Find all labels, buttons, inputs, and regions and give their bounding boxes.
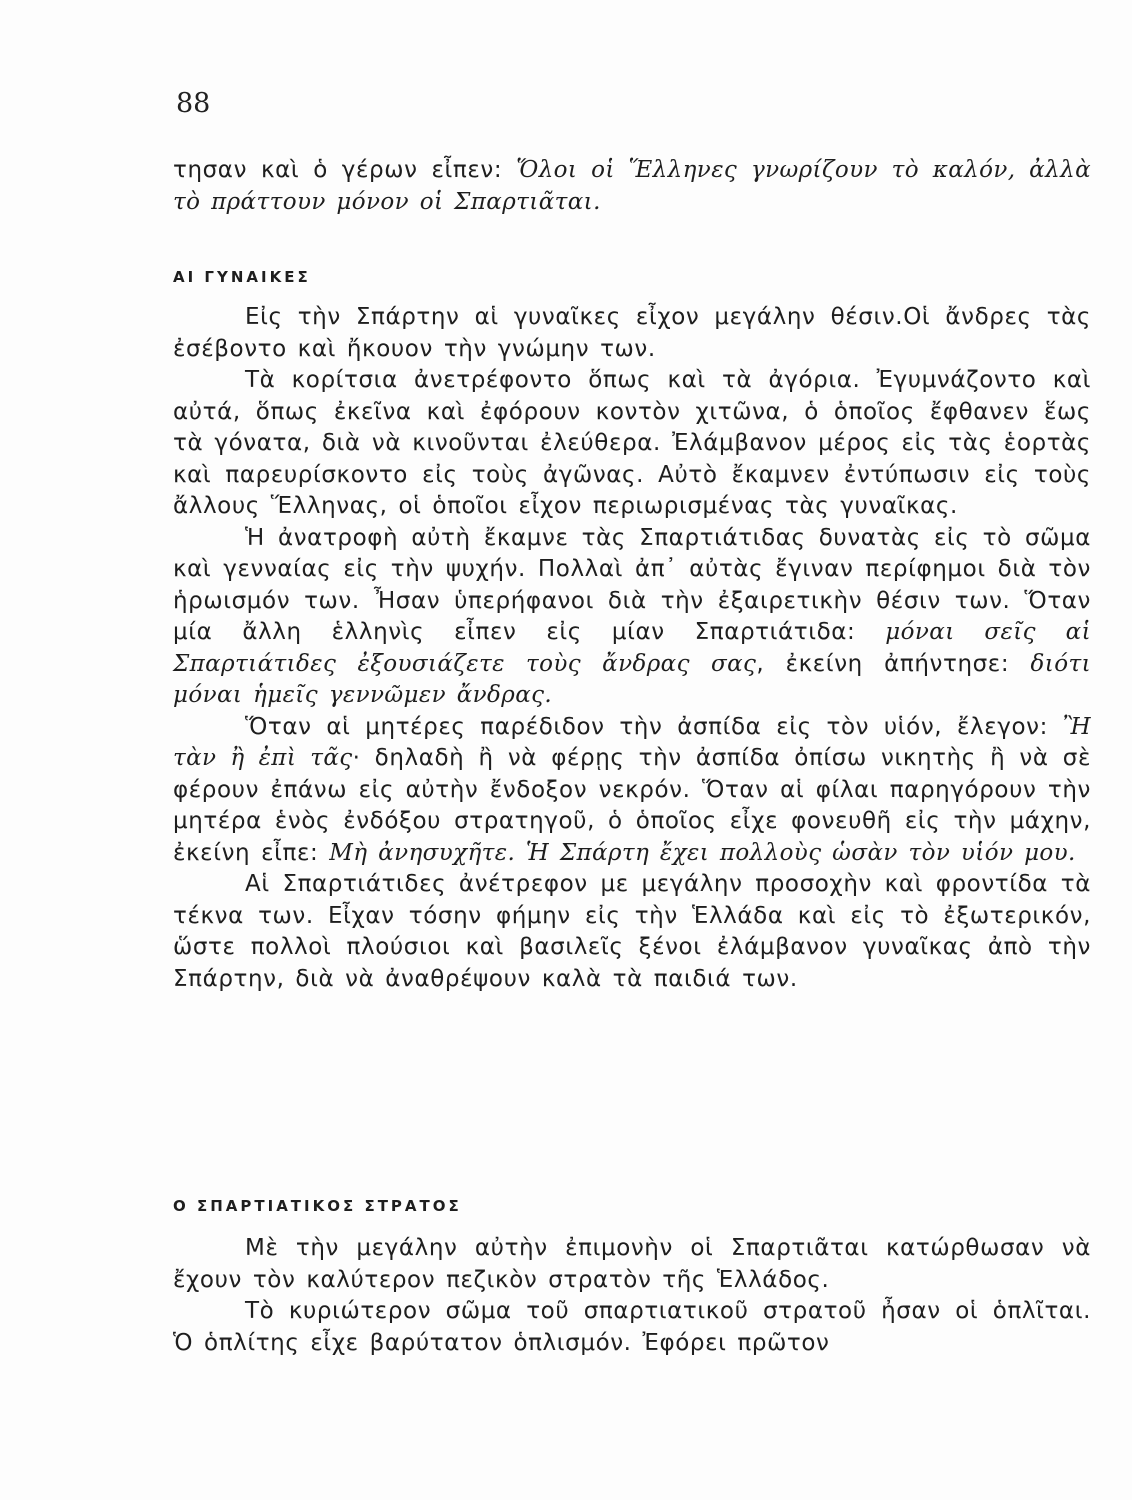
- paragraph: Μὲ τὴν μεγάλην αὐτὴν ἐπιμονὴν οἱ Σπαρτιᾶται κατώρθωσαν νὰ ἔχουν τὸν καλύτερον πεζικὸν στρατὸν τῆς Ἑλλάδος.: [173, 1235, 1091, 1293]
- quote-text: μόναι σεῖς αἱ Σπαρτιάτιδες ἐξουσιάζετε τοὺς ἄνδρας σας: [173, 619, 1091, 677]
- quote-text: Ὅλοι οἱ Ἕλληνες γνωρίζουν τὸ καλόν, ἀλλὰ τὸ πράττουν μόνον οἱ Σπαρτιᾶται.: [173, 157, 1091, 215]
- paragraph: Τὸ κυριώτερον σῶμα τοῦ σπαρτιατικοῦ στρατοῦ ἦσαν οἱ ὁπλῖται. Ὁ ὁπλίτης εἶχε βαρύτατον ὁπλισμόν. Ἐφόρει πρῶτον: [173, 1298, 1091, 1356]
- paragraph: [173, 155, 1091, 218]
- paragraph: Τὰ κορίτσια ἀνετρέφοντο ὅπως καὶ τὰ ἀγόρια. Ἐγυμνάζοντο καὶ αὐτά, ὅπως ἐκεῖνα καὶ ἐφόρουν κοντὸν χιτῶνα, ὁ ὁποῖος ἔφθανεν ἕως τὰ γόνατα, διὰ νὰ κινοῦνται ἐλεύθερα. Ἐλάμβανον μέρος εἰς τὰς ἑορτὰς καὶ παρευρίσκοντο εἰς τοὺς ἀγῶνας. Αὐτὸ ἔκαμνεν ἐντύπωσιν εἰς τοὺς ἄλλους Ἕλληνας, οἱ ὁποῖοι εἶχον περιωρισμένας τὰς γυναῖκας.: [173, 367, 1091, 519]
- paragraph-text: Ὅταν αἱ μητέρες παρέδιδον τὴν ἀσπίδα εἰς τὸν υἱόν, ἔλεγον:: [245, 713, 1063, 740]
- paragraph-text: τησαν καὶ ὁ γέρων εἶπεν:: [173, 157, 517, 183]
- paragraph: Εἰς τὴν Σπάρτην αἱ γυναῖκες εἶχον μεγάλην θέσιν.Οἱ ἄνδρες τὰς ἐσέβοντο καὶ ἤκουον τὴν γνώμην των.: [173, 304, 1091, 362]
- paragraph-text: , ἐκείνη ἀπήντησε:: [756, 650, 1031, 677]
- paragraph: Αἱ Σπαρτιάτιδες ἀνέτρεφον με μεγάλην προσοχὴν καὶ φροντίδα τὰ τέκνα των. Εἶχαν τόσην φήμην εἰς τὴν Ἑλλάδα καὶ εἰς τὸ ἐξωτερικόν, ὥστε πολλοὶ πλούσιοι καὶ βασιλεῖς ξένοι ἐλάμβανον γυναῖκας ἀπὸ τὴν Σπάρτην, διὰ νὰ ἀναθρέψουν καλὰ τὰ παιδιά των.: [173, 871, 1091, 992]
- page-number: 88: [176, 88, 211, 119]
- quote-text: Μὴ ἀνησυχῆτε. Ἡ Σπάρτη ἔχει πολλοὺς ὡσὰν τὸν υἱόν μου.: [329, 839, 1076, 866]
- section-heading-army: Ο ΣΠΑΡΤΙΑΤΙΚΟΣ ΣΤΡΑΤΟΣ: [173, 1197, 462, 1215]
- quote-text: διότι μόναι ἡμεῖς γεννῶμεν ἄνδρας.: [173, 650, 1091, 708]
- section-body-army: [173, 1233, 1091, 1359]
- continued-paragraph: [173, 155, 1091, 218]
- paragraph-text: Ἡ ἀνατροφὴ αὐτὴ ἔκαμνε τὰς Σπαρτιάτιδας δυνατὰς εἰς τὸ σῶμα καὶ γενναίας εἰς τὴν ψυχήν. Πολλαὶ ἀπ᾽ αὐτὰς ἔγιναν περίφημοι διὰ τὸν ἡρωισμόν των. Ἦσαν ὑπερήφανοι διὰ τὴν ἐξαιρετικὴν θέσιν των. Ὅταν μία ἄλλη ἑλληνὶς εἶπεν εἰς μίαν Σπαρτιάτιδα:: [173, 524, 1091, 645]
- paragraph-text: · δηλαδὴ ἢ νὰ φέρῃς τὴν ἀσπίδα ὀπίσω νικητὴς ἢ νὰ σὲ φέρουν ἐπάνω εἰς αὐτὴν ἔνδοξον νεκρόν. Ὅταν αἱ φίλαι παρηγόρουν τὴν μητέρα ἑνὸς ἐνδόξου στρατηγοῦ, ὁ ὁποῖος εἶχε φονευθῆ εἰς τὴν μάχην, ἐκείνη εἶπε:: [173, 745, 1092, 866]
- quote-text: Ἢ τὰν ἢ ἐπὶ τᾶς: [173, 713, 1091, 771]
- paragraph: [173, 712, 1091, 870]
- section-heading-women: ΑΙ ΓΥΝΑΙΚΕΣ: [173, 268, 311, 286]
- section-body-women: [173, 302, 1091, 995]
- paragraph: [173, 523, 1091, 712]
